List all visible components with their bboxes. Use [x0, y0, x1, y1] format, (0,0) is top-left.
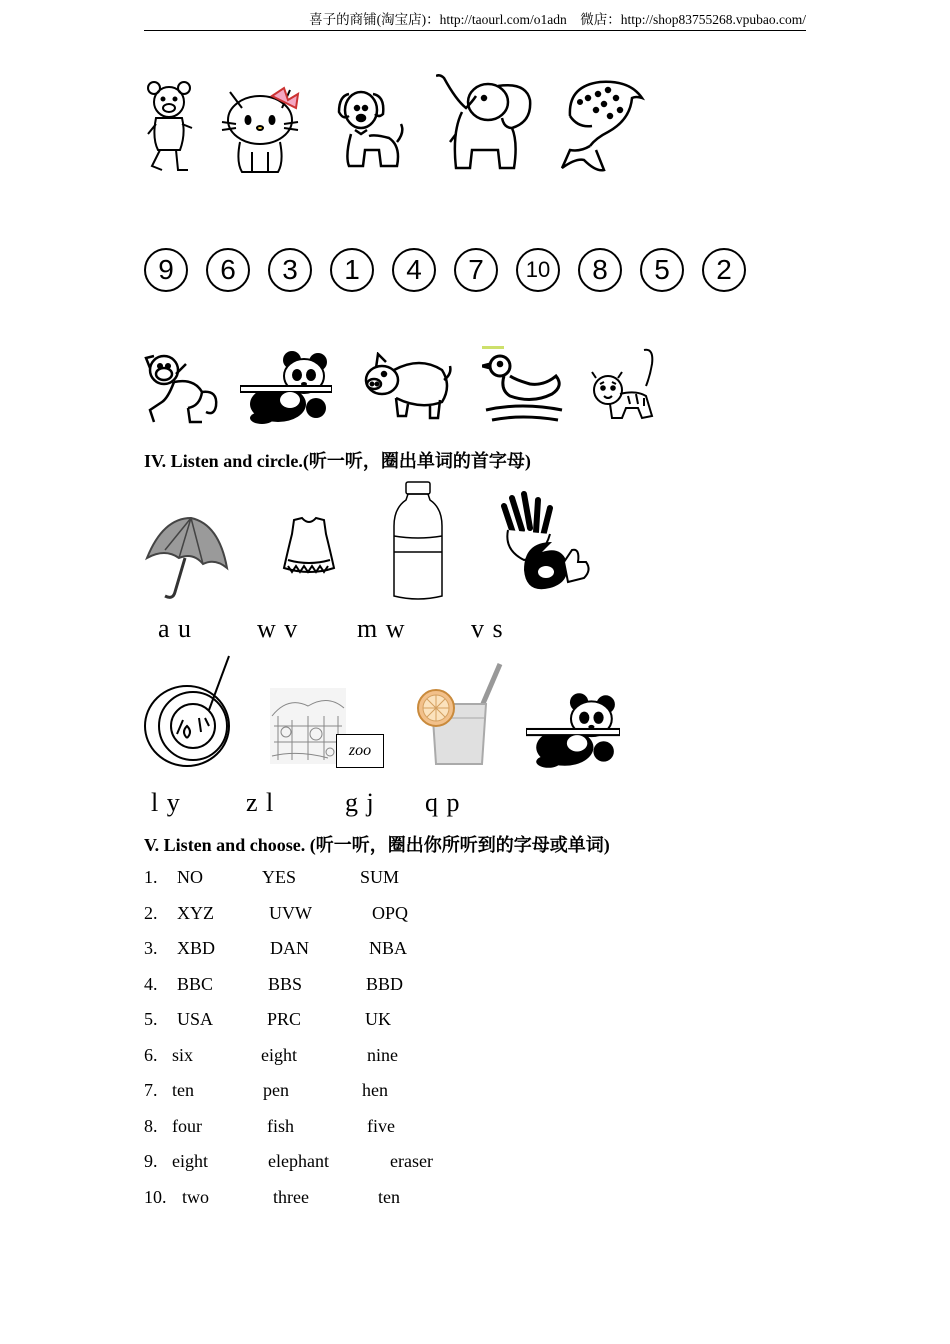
letters-zoo: z l: [246, 788, 275, 817]
letters-panda: q p: [425, 788, 461, 817]
option-b: PRC: [267, 1009, 302, 1029]
number-circle: 7: [454, 248, 498, 292]
option-c: SUM: [360, 867, 400, 887]
item-number: 10.: [144, 1187, 167, 1207]
number-circle: 5: [640, 248, 684, 292]
option-c: nine: [367, 1045, 398, 1065]
juice-picture: [414, 662, 506, 768]
section-v-title: V. Listen and choose. (听一听，圈出你所听到的字母或单词): [144, 835, 610, 855]
option-b: fish: [267, 1116, 294, 1136]
number-circle: 3: [268, 248, 312, 292]
option-a: ten: [172, 1080, 194, 1100]
option-b: DAN: [270, 938, 309, 958]
option-b: eight: [261, 1045, 297, 1065]
option-a: eight: [172, 1151, 208, 1171]
item-number: 4.: [144, 974, 158, 994]
option-b: YES: [262, 867, 297, 887]
number-circle: 1: [330, 248, 374, 292]
dress-picture: [280, 516, 338, 578]
letters-umbrella: a u: [158, 614, 193, 643]
option-a: BBC: [177, 974, 214, 994]
option-a: six: [172, 1045, 194, 1065]
item-number: 9.: [144, 1151, 158, 1171]
option-b: pen: [263, 1080, 289, 1100]
item-number: 2.: [144, 903, 158, 923]
number-circle: 9: [144, 248, 188, 292]
pig-picture: [360, 352, 456, 426]
option-b: elephant: [268, 1151, 329, 1171]
option-b: three: [273, 1187, 309, 1207]
panda-picture: [240, 348, 332, 426]
number-circle: 6: [206, 248, 250, 292]
zoo-label: zoo: [336, 734, 384, 768]
option-a: two: [182, 1187, 209, 1207]
hand-six-picture: [494, 490, 594, 600]
option-c: eraser: [390, 1151, 433, 1171]
page-header: 喜子的商铺(淘宝店)：http://taourl.com/o1adn 微店：http://shop83755268.vpubao.com/: [144, 10, 806, 31]
umbrella-picture: [143, 514, 229, 600]
item-number: 8.: [144, 1116, 158, 1136]
option-a: NO: [177, 867, 203, 887]
yoyo-picture: [143, 654, 233, 768]
option-c: ten: [378, 1187, 400, 1207]
option-c: UK: [365, 1009, 391, 1029]
option-b: BBS: [268, 974, 303, 994]
option-c: hen: [362, 1080, 388, 1100]
item-number: 7.: [144, 1080, 158, 1100]
item-number: 6.: [144, 1045, 158, 1065]
elephant-picture: [436, 72, 536, 174]
letters-water: m w: [357, 614, 406, 643]
panda-picture-2: [526, 690, 620, 770]
option-c: NBA: [369, 938, 408, 958]
bear-picture: [144, 78, 196, 176]
number-circle: 2: [702, 248, 746, 292]
letters-vest: w v: [257, 614, 299, 643]
number-circle: 10: [516, 248, 560, 292]
item-number: 5.: [144, 1009, 158, 1029]
tiger-picture: [586, 346, 662, 426]
letters-juice: g j: [345, 788, 375, 817]
option-c: BBD: [366, 974, 404, 994]
option-c: OPQ: [372, 903, 409, 923]
monkey-picture: [144, 350, 222, 426]
section-iv-title: IV. Listen and circle.(听一听，圈出单词的首字母): [144, 451, 531, 471]
dolphin-picture: [560, 76, 646, 174]
duck-picture: [482, 346, 566, 426]
item-number: 3.: [144, 938, 158, 958]
number-circles-row: [144, 248, 764, 294]
option-a: XBD: [177, 938, 216, 958]
letters-yoyo: l y: [151, 788, 181, 817]
number-circle: 8: [578, 248, 622, 292]
number-circle: 4: [392, 248, 436, 292]
option-a: four: [172, 1116, 202, 1136]
option-b: UVW: [269, 903, 312, 923]
option-a: XYZ: [177, 903, 214, 923]
item-number: 1.: [144, 867, 158, 887]
option-a: USA: [177, 1009, 214, 1029]
letters-six: v s: [471, 614, 504, 643]
hello-kitty-picture: [220, 82, 308, 176]
dog-picture: [335, 86, 407, 170]
option-c: five: [367, 1116, 395, 1136]
bottle-picture: [390, 480, 446, 600]
